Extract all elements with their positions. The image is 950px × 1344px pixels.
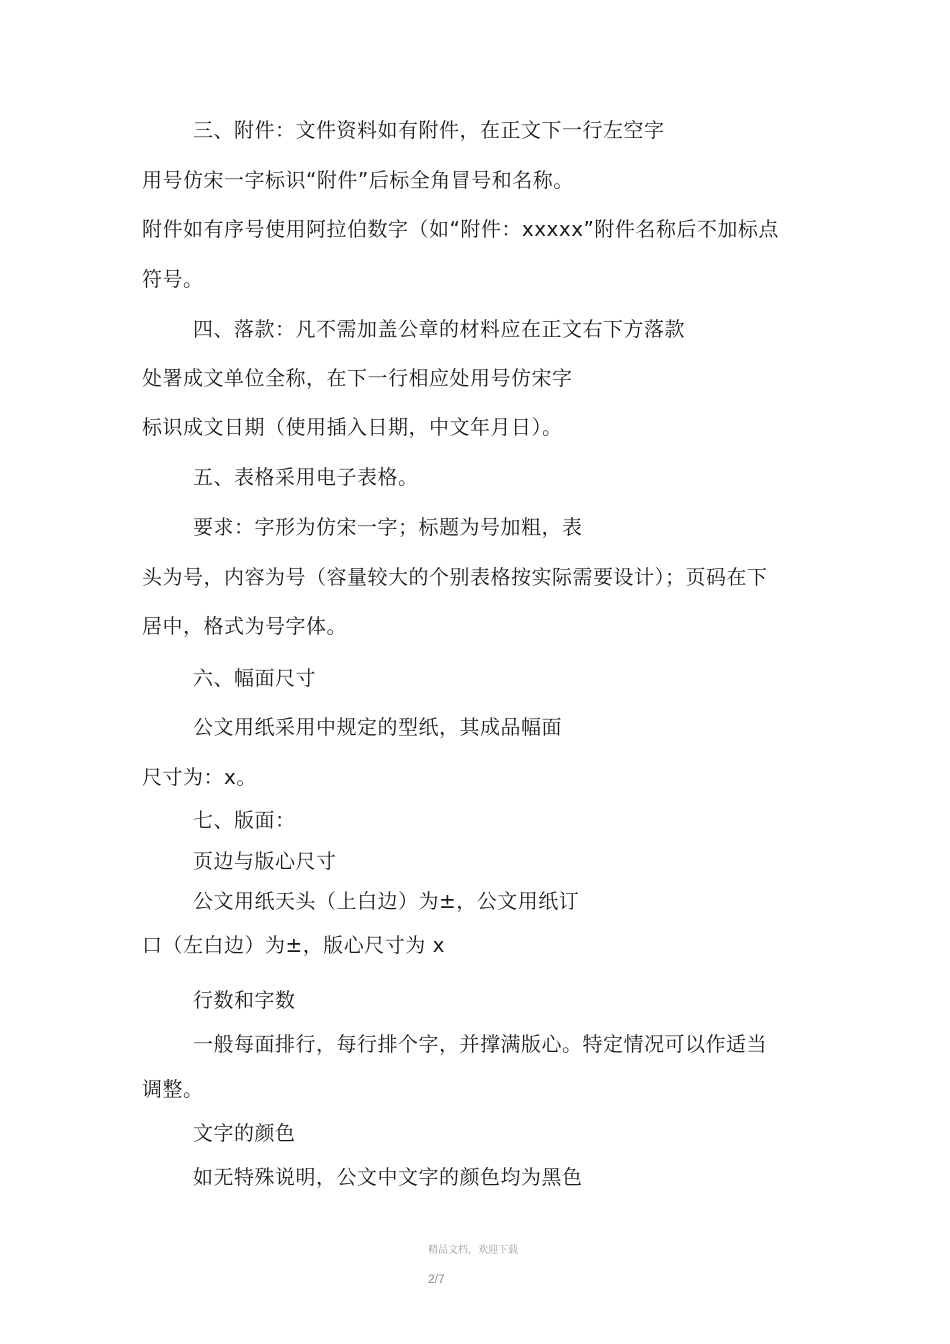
paragraph-line: 标识成文日期（使用插入日期，中文年月日）。 (142, 415, 563, 439)
paragraph-line: 五、表格采用电子表格。 (193, 465, 419, 489)
paragraph-line: 要求：字形为仿宋一字；标题为号加粗，表 (193, 515, 583, 539)
paragraph-line: 一般每面排行，每行排个字，并撑满版心。特定情况可以作适当 (193, 1032, 767, 1056)
section-heading: 七、版面： (193, 808, 296, 832)
paragraph-line: 公文用纸天头（上白边）为±，公文用纸订 (193, 889, 580, 913)
paragraph-line: 四、落款：凡不需加盖公章的材料应在正文右下方落款 (193, 317, 685, 341)
subsection-heading: 行数和字数 (193, 988, 296, 1012)
paragraph-line: 如无特殊说明，公文中文字的颜色均为黑色 (193, 1165, 583, 1189)
paragraph-line: 附件如有序号使用阿拉伯数字（如“附件：xxxxx”附件名称后不加标点 (142, 217, 779, 241)
paragraph-line: 口（左白边）为±，版心尺寸为 x (142, 933, 445, 957)
page-number: 2/7 (428, 1272, 445, 1286)
paragraph-line: 三、附件：文件资料如有附件，在正文下一行左空字 (193, 118, 665, 142)
paragraph-line: 头为号，内容为号（容量较大的个别表格按实际需要设计）；页码在下 (142, 565, 768, 589)
paragraph-line: 公文用纸采用中规定的型纸，其成品幅面 (193, 715, 562, 739)
footer-note: 精品文档，欢迎下载 (428, 1245, 518, 1256)
paragraph-line: 居中，格式为号字体。 (142, 614, 347, 638)
paragraph-line: 符号。 (142, 267, 204, 291)
paragraph-line: 用号仿宋一字标识“附件”后标全角冒号和名称。 (142, 168, 574, 192)
paragraph-line: 调整。 (142, 1077, 204, 1101)
subsection-heading: 文字的颜色 (193, 1121, 296, 1145)
subsection-heading: 页边与版心尺寸 (193, 849, 337, 873)
paragraph-line: 尺寸为：x。 (142, 765, 257, 789)
paragraph-line: 处署成文单位全称，在下一行相应处用号仿宋字 (142, 366, 573, 390)
section-heading: 六、幅面尺寸 (193, 666, 316, 690)
